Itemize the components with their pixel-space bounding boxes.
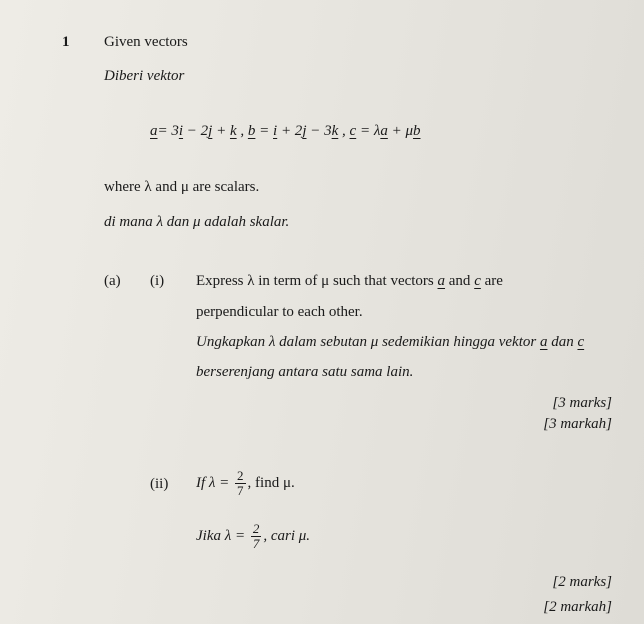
vector-a-coef-i: = 3	[157, 123, 179, 139]
part-a-ii-label: (ii)	[150, 476, 169, 492]
vector-c-lambda: = λ	[356, 123, 381, 139]
part-a-ii-malay	[196, 518, 310, 554]
vector-c-symbol: c	[577, 334, 585, 350]
question-number: 1	[62, 34, 70, 50]
part-a-i-english-line2: perpendicular to each other.	[196, 304, 363, 320]
vector-b-coef-j: + 2	[277, 123, 303, 139]
where-english: where λ and μ are scalars.	[104, 179, 260, 195]
marks-english: [2 marks]	[552, 574, 612, 590]
unit-j: j	[208, 123, 213, 139]
unit-j: j	[302, 123, 307, 139]
vector-a-coef-k: +	[212, 123, 230, 139]
part-a-label: (a)	[104, 273, 121, 289]
text-segment: Jika λ =	[196, 528, 249, 544]
marks-english: [3 marks]	[552, 395, 612, 411]
marks-malay: [2 markah]	[543, 599, 612, 615]
text-segment: are	[480, 273, 503, 289]
part-a-i-malay-line2: berserenjang antara satu sama lain.	[196, 364, 414, 380]
text-segment: Ungkapkan λ dalam sebutan μ sedemikian hingga vektor	[196, 334, 540, 350]
vector-a-coef-j: − 2	[183, 123, 209, 139]
where-malay: di mana λ dan μ adalah skalar.	[104, 214, 290, 230]
vector-c-symbol: c	[349, 123, 357, 139]
fraction-denominator: 7	[237, 483, 244, 499]
fraction-numerator: 2	[237, 468, 244, 484]
vector-a-symbol: a	[380, 123, 388, 139]
unit-k: k	[331, 123, 339, 139]
text-segment: Express λ in term of μ such that vectors	[196, 273, 438, 289]
vector-c-symbol: c	[474, 273, 481, 289]
vector-b-coef-k: − 3	[306, 123, 332, 139]
fraction-denominator: 7	[252, 536, 260, 552]
vector-b-symbol: b	[412, 123, 421, 139]
vector-b-symbol: b	[247, 123, 256, 139]
part-a-i-label: (i)	[150, 273, 165, 289]
vector-c-mu: + μ	[387, 123, 413, 139]
vector-a-symbol: a	[150, 123, 158, 139]
vector-b-equals: =	[255, 123, 274, 139]
vector-definitions	[150, 122, 420, 140]
fraction	[235, 469, 246, 498]
part-a-i-english-line1	[196, 272, 503, 290]
fraction	[251, 522, 262, 551]
unit-i: i	[273, 123, 278, 139]
text-segment: and	[445, 273, 475, 289]
part-a-i-malay-line1	[196, 333, 584, 351]
text-segment: , cari μ.	[263, 528, 311, 544]
vector-a-symbol: a	[539, 334, 548, 350]
separator: ,	[236, 123, 248, 139]
intro-malay: Diberi vektor	[104, 68, 185, 84]
text-segment: If λ =	[196, 475, 234, 491]
unit-i: i	[178, 123, 184, 139]
text-segment: dan	[547, 334, 578, 350]
fraction-numerator: 2	[252, 521, 260, 537]
text-segment: , find μ.	[247, 475, 295, 491]
intro-english: Given vectors	[104, 34, 188, 50]
marks-malay: [3 markah]	[543, 416, 612, 432]
part-a-ii-english	[196, 465, 295, 501]
unit-k: k	[229, 123, 237, 139]
separator: ,	[338, 123, 350, 139]
vector-a-symbol: a	[437, 273, 446, 289]
